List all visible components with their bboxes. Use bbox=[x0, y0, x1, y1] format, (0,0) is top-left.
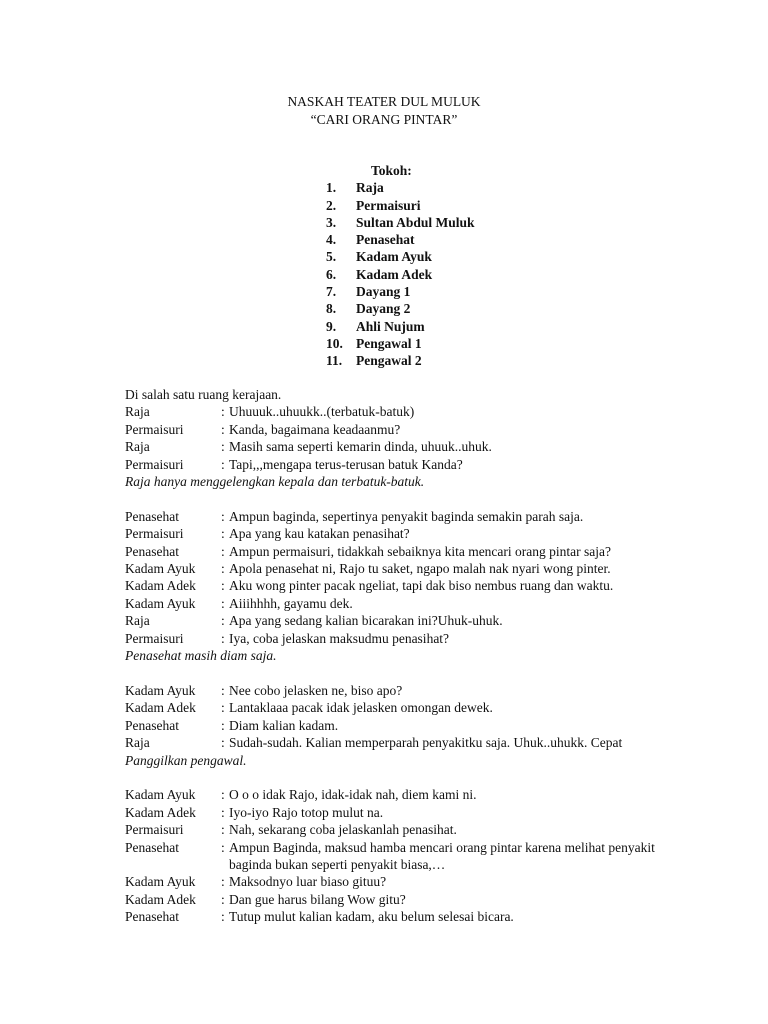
speaker-name: Permaisuri bbox=[125, 456, 184, 472]
colon: : bbox=[221, 561, 225, 577]
dialogue-line bbox=[125, 908, 660, 925]
dialogue-text: Tapi,,,mengapa terus-terusan batuk Kanda? bbox=[229, 456, 463, 472]
dialogue-line bbox=[125, 595, 660, 612]
dialogue-line bbox=[125, 699, 660, 716]
dialogue-text: Aiiihhhh, gayamu dek. bbox=[229, 595, 353, 611]
colon: : bbox=[221, 700, 225, 716]
speaker-name: Kadam Ayuk bbox=[125, 561, 196, 577]
speaker-name: Kadam Ayuk bbox=[125, 874, 196, 890]
speaker-name: Penasehat bbox=[125, 717, 179, 733]
colon: : bbox=[221, 682, 225, 698]
cast-number: 3. bbox=[326, 214, 337, 230]
dialogue-text: Dan gue harus bilang Wow gitu? bbox=[229, 891, 406, 907]
dialogue-line bbox=[125, 612, 660, 629]
dialogue-line bbox=[125, 577, 660, 594]
cast-number: 5. bbox=[326, 249, 337, 265]
cast-item bbox=[326, 266, 475, 283]
colon: : bbox=[221, 804, 225, 820]
dialogue-text: Apa yang kau katakan penasihat? bbox=[229, 526, 410, 542]
dialogue-text: Uhuuuk..uhuukk..(terbatuk-batuk) bbox=[229, 404, 415, 420]
cast-name: Kadam Ayuk bbox=[356, 249, 432, 265]
cast-name: Ahli Nujum bbox=[356, 318, 425, 334]
dialogue-text: Diam kalian kadam. bbox=[229, 717, 339, 733]
colon: : bbox=[221, 404, 225, 420]
dialogue-line bbox=[125, 630, 660, 647]
cast-number: 1. bbox=[326, 180, 337, 196]
cast-item bbox=[326, 214, 475, 231]
cast-number: 6. bbox=[326, 266, 337, 282]
dialogue-text: Iya, coba jelaskan maksudmu penasihat? bbox=[229, 630, 450, 646]
cast-name: Dayang 2 bbox=[356, 301, 411, 317]
dialogue-line bbox=[125, 508, 660, 525]
dialogue-line bbox=[125, 786, 660, 803]
speaker-name: Kadam Adek bbox=[125, 804, 196, 820]
dialogue-line bbox=[125, 839, 660, 874]
colon: : bbox=[221, 909, 225, 925]
dialogue-text: Ampun baginda, sepertinya penyakit baginda semakin parah saja. bbox=[229, 508, 584, 524]
cast-number: 9. bbox=[326, 318, 337, 334]
dialogue-line bbox=[125, 543, 660, 560]
colon: : bbox=[221, 735, 225, 751]
speaker-name: Kadam Ayuk bbox=[125, 682, 196, 698]
dialogue-line bbox=[125, 438, 660, 455]
colon: : bbox=[221, 578, 225, 594]
dialogue-line bbox=[125, 421, 660, 438]
colon: : bbox=[221, 787, 225, 803]
dialogue-text: Masih sama seperti kemarin dinda, uhuuk..uhuk. bbox=[229, 439, 492, 455]
cast-list bbox=[326, 179, 475, 369]
dialogue-text: Tutup mulut kalian kadam, aku belum selesai bicara. bbox=[229, 909, 514, 925]
dialogue-line bbox=[125, 403, 660, 420]
cast-name: Sultan Abdul Muluk bbox=[356, 214, 475, 230]
dialogue-text: Lantaklaaa pacak idak jelasken omongan dewek. bbox=[229, 700, 493, 716]
colon: : bbox=[221, 717, 225, 733]
speaker-name: Raja bbox=[125, 404, 150, 420]
dialogue-text: Ampun permaisuri, tidakkah sebaiknya kita mencari orang pintar saja? bbox=[229, 543, 611, 559]
cast-number: 7. bbox=[326, 284, 337, 300]
colon: : bbox=[221, 421, 225, 437]
setting-line: Di salah satu ruang kerajaan. bbox=[125, 387, 282, 402]
cast-number: 8. bbox=[326, 301, 337, 317]
speaker-name: Raja bbox=[125, 439, 150, 455]
cast-name: Raja bbox=[356, 180, 384, 196]
colon: : bbox=[221, 822, 225, 838]
dialogue-line bbox=[125, 456, 660, 473]
cast-item bbox=[326, 283, 475, 300]
colon: : bbox=[221, 508, 225, 524]
cast-item bbox=[326, 335, 475, 352]
dialogue-text: Apa yang sedang kalian bicarakan ini?Uhuk-uhuk. bbox=[229, 613, 503, 629]
colon: : bbox=[221, 595, 225, 611]
speaker-name: Permaisuri bbox=[125, 421, 184, 437]
cast-item bbox=[326, 197, 475, 214]
dialogue-line bbox=[125, 891, 660, 908]
dialogue-line bbox=[125, 525, 660, 542]
cast-name: Kadam Adek bbox=[356, 266, 433, 282]
speaker-name: Kadam Adek bbox=[125, 891, 196, 907]
colon: : bbox=[221, 891, 225, 907]
speaker-name: Permaisuri bbox=[125, 822, 184, 838]
speaker-name: Raja bbox=[125, 613, 150, 629]
dialogue-text: Maksodnyo luar biaso gituu? bbox=[229, 874, 387, 890]
speaker-name: Penasehat bbox=[125, 543, 179, 559]
speaker-name: Penasehat bbox=[125, 508, 179, 524]
spacer bbox=[125, 769, 660, 786]
cast-item bbox=[326, 231, 475, 248]
dialogue-text: Kanda, bagaimana keadaanmu? bbox=[229, 421, 401, 437]
colon: : bbox=[221, 874, 225, 890]
dialogue-line bbox=[125, 804, 660, 821]
cast-heading: Tokoh: bbox=[371, 163, 412, 178]
cast-number: 4. bbox=[326, 232, 337, 248]
speaker-name: Permaisuri bbox=[125, 526, 184, 542]
dialogue-text: Apola penasehat ni, Rajo tu saket, ngapo malah nak nyari wong pinter. bbox=[229, 561, 611, 577]
colon: : bbox=[221, 613, 225, 629]
dialogue-line bbox=[125, 560, 660, 577]
cast-item bbox=[326, 248, 475, 265]
speaker-name: Permaisuri bbox=[125, 630, 184, 646]
cast-section bbox=[326, 162, 475, 370]
cast-name: Pengawal 1 bbox=[356, 335, 422, 351]
document-title: NASKAH TEATER DUL MULUK bbox=[287, 94, 481, 109]
cast-item bbox=[326, 318, 475, 335]
dialogue-text: Nee cobo jelasken ne, biso apo? bbox=[229, 682, 403, 698]
colon: : bbox=[221, 543, 225, 559]
dialogue-line bbox=[125, 821, 660, 838]
cast-name: Dayang 1 bbox=[356, 284, 411, 300]
cast-number: 11. bbox=[326, 353, 343, 369]
colon: : bbox=[221, 526, 225, 542]
speaker-name: Kadam Adek bbox=[125, 578, 196, 594]
speaker-name: Penasehat bbox=[125, 909, 179, 925]
script-body bbox=[125, 386, 660, 926]
dialogue-text: Aku wong pinter pacak ngeliat, tapi dak biso nembus ruang dan waktu. bbox=[229, 578, 614, 594]
spacer bbox=[125, 664, 660, 681]
speaker-name: Kadam Ayuk bbox=[125, 787, 196, 803]
colon: : bbox=[221, 456, 225, 472]
cast-item bbox=[326, 179, 475, 196]
dialogue-line bbox=[125, 682, 660, 699]
dialogue-text: Nah, sekarang coba jelaskanlah penasihat. bbox=[229, 822, 457, 838]
speaker-name: Raja bbox=[125, 735, 150, 751]
colon: : bbox=[221, 630, 225, 646]
colon: : bbox=[221, 439, 225, 455]
stage-direction: Raja hanya menggelengkan kepala dan terbatuk-batuk. bbox=[125, 474, 425, 490]
document-subtitle: “CARI ORANG PINTAR” bbox=[310, 112, 458, 127]
cast-name: Permaisuri bbox=[356, 197, 421, 213]
dialogue-text: O o o idak Rajo, idak-idak nah, diem kami ni. bbox=[229, 787, 477, 803]
dialogue-text: Sudah-sudah. Kalian memperparah penyakitku saja. Uhuk..uhukk. Cepat bbox=[229, 735, 623, 751]
dialogue-line bbox=[125, 734, 660, 751]
cast-number: 10. bbox=[326, 335, 343, 351]
colon: : bbox=[221, 839, 225, 855]
dialogue-line bbox=[125, 717, 660, 734]
dialogue-line bbox=[125, 873, 660, 890]
cast-name: Penasehat bbox=[356, 232, 415, 248]
speaker-name: Kadam Adek bbox=[125, 700, 196, 716]
dialogue-text: Ampun Baginda, maksud hamba mencari orang pintar karena melihat penyakit baginda bukan seperti penyakit biasa,… bbox=[229, 839, 655, 872]
stage-direction: Penasehat masih diam saja. bbox=[125, 648, 277, 664]
cast-name: Pengawal 2 bbox=[356, 353, 422, 369]
speaker-name: Penasehat bbox=[125, 839, 179, 855]
cast-item bbox=[326, 300, 475, 317]
cast-number: 2. bbox=[326, 197, 337, 213]
spacer bbox=[125, 490, 660, 507]
stage-direction: Panggilkan pengawal. bbox=[125, 752, 247, 768]
speaker-name: Kadam Ayuk bbox=[125, 595, 196, 611]
cast-item bbox=[326, 352, 475, 369]
dialogue-text: Iyo-iyo Rajo totop mulut na. bbox=[229, 804, 384, 820]
